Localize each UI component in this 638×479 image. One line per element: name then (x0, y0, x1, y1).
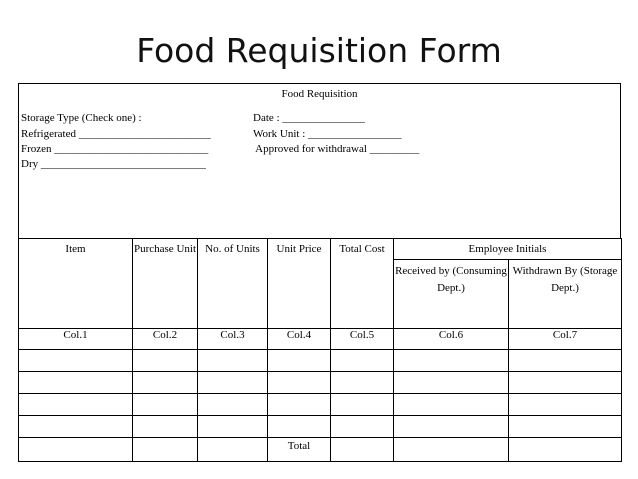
table-cell[interactable] (331, 350, 394, 372)
header-unit-price: Unit Price (268, 239, 331, 329)
table-cell[interactable] (19, 416, 133, 438)
table-cell[interactable] (268, 372, 331, 394)
col-label: Col.7 (509, 329, 622, 350)
refrigerated-field[interactable]: Refrigerated ________________________ (21, 128, 211, 140)
table-cell[interactable] (268, 350, 331, 372)
table-cell[interactable] (509, 350, 622, 372)
table-cell[interactable] (268, 394, 331, 416)
table-row (19, 394, 622, 416)
table-cell[interactable] (198, 372, 268, 394)
table-cell[interactable] (394, 416, 509, 438)
col-label: Col.6 (394, 329, 509, 350)
table-cell[interactable] (331, 394, 394, 416)
header-purchase-unit: Purchase Unit (133, 239, 198, 329)
header-item: Item (19, 239, 133, 329)
date-field[interactable]: Date : _______________ (253, 112, 365, 124)
table-cell[interactable] (509, 416, 622, 438)
table-cell[interactable] (133, 372, 198, 394)
approved-withdrawal-field[interactable]: Approved for withdrawal _________ (253, 143, 420, 155)
col-label: Col.1 (19, 329, 133, 350)
requisition-table (18, 238, 622, 462)
table-cell[interactable] (509, 372, 622, 394)
header-withdrawn-by: Withdrawn By (Storage Dept.) (509, 260, 622, 329)
table-cell[interactable] (133, 394, 198, 416)
table-cell[interactable] (19, 394, 133, 416)
dry-field[interactable]: Dry ______________________________ (21, 158, 206, 170)
header-received-by: Received by (Consuming Dept.) (394, 260, 509, 329)
table-cell[interactable] (394, 350, 509, 372)
table-cell[interactable] (268, 416, 331, 438)
table-cell[interactable] (19, 372, 133, 394)
table-cell[interactable] (331, 416, 394, 438)
table-cell[interactable] (19, 350, 133, 372)
table-row (19, 372, 622, 394)
table-cell (19, 438, 133, 462)
header-total-cost: Total Cost (331, 239, 394, 329)
header-employee-initials: Employee Initials (394, 239, 622, 260)
col-label: Col.5 (331, 329, 394, 350)
table-cell[interactable] (509, 394, 622, 416)
column-number-row (19, 329, 622, 350)
table-cell (394, 438, 509, 462)
table-row (19, 416, 622, 438)
table-cell[interactable] (133, 416, 198, 438)
requisition-header-box (18, 83, 621, 239)
work-unit-field[interactable]: Work Unit : _________________ (253, 128, 402, 140)
total-label: Total (268, 438, 331, 462)
col-label: Col.2 (133, 329, 198, 350)
table-cell[interactable] (394, 372, 509, 394)
page-title: Food Requisition Form (136, 31, 502, 70)
header-no-of-units: No. of Units (198, 239, 268, 329)
table-cell[interactable] (198, 350, 268, 372)
col-label: Col.4 (268, 329, 331, 350)
table-cell[interactable] (331, 372, 394, 394)
table-cell[interactable] (133, 350, 198, 372)
total-cost-cell[interactable] (331, 438, 394, 462)
table-cell[interactable] (198, 394, 268, 416)
table-cell[interactable] (198, 416, 268, 438)
storage-type-label: Storage Type (Check one) : (21, 112, 142, 124)
total-row (19, 438, 622, 462)
table-cell (133, 438, 198, 462)
table-row (19, 350, 622, 372)
table-cell (509, 438, 622, 462)
table-cell (198, 438, 268, 462)
form-heading: Food Requisition (281, 88, 358, 100)
col-label: Col.3 (198, 329, 268, 350)
table-cell[interactable] (394, 394, 509, 416)
frozen-field[interactable]: Frozen ____________________________ (21, 143, 209, 155)
